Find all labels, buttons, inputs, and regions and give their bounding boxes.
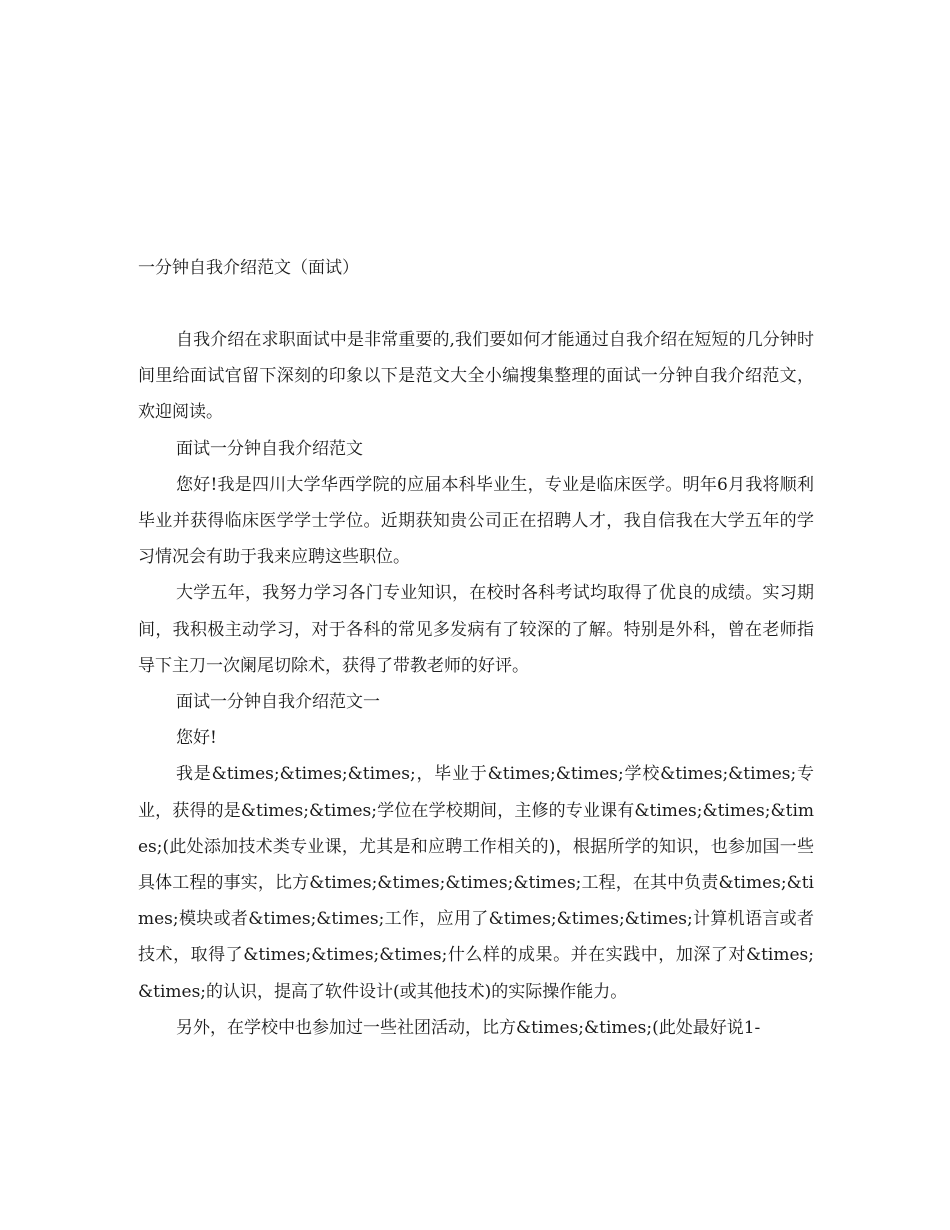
paragraph: 您好!我是四川大学华西学院的应届本科毕业生，专业是临床医学。明年6月我将顺利毕业并获得临床医学学士学位。近期获知贵公司正在招聘人才，我自信我在大学五年的学习情况会有助于我来应聘这些职位。 [138, 474, 814, 568]
document-title: 一分钟自我介绍范文（面试） [138, 258, 359, 278]
document-body [138, 322, 814, 1046]
section-heading: 面试一分钟自我介绍范文 [176, 438, 363, 459]
greeting: 您好! [176, 728, 217, 749]
paragraph: 另外，在学校中也参加过一些社团活动，比方&times;&times;(此处最好说1- [176, 1017, 761, 1038]
paragraph: 大学五年，我努力学习各门专业知识，在校时各科考试均取得了优良的成绩。实习期间，我积极主动学习，对于各科的常见多发病有了较深的了解。特别是外科，曾在老师指导下主刀一次阑尾切除术，获得了带教老师的好评。 [138, 583, 814, 676]
section-heading: 面试一分钟自我介绍范文一 [176, 692, 380, 713]
paragraph: 我是&times;&times;&times;，毕业于&times;&times;学校&times;&times;专业，获得的是&times;&times;学位在学校期间，主修的专业课有&times;&times;&times;(此处添加技术类专业课，尤其是和应聘工作相关的)，根据所学的知识，也参加国一些具体工程的事实，比方&times;&times;&times;&times;工程，在其中负责&times;&times;模块或者&times;&times;工作，应用了&times;&times;&times;计算机语言或者技术，取得了&times;&times;&times;什么样的成果。并在实践中，加深了对&times;&times;的认识，提高了软件设计(或其他技术)的实际操作能力。 [138, 764, 814, 1002]
paragraph-intro: 自我介绍在求职面试中是非常重要的,我们要如何才能通过自我介绍在短短的几分钟时间里给面试官留下深刻的印象以下是范文大全小编搜集整理的面试一分钟自我介绍范文，欢迎阅读。 [138, 330, 814, 423]
